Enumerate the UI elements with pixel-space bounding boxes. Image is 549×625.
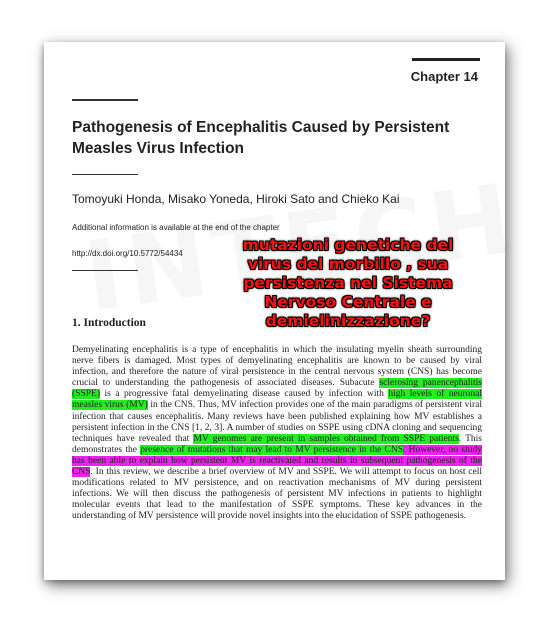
author-list: Tomoyuki Honda, Misako Yoneda, Hiroki Sato and Chieko Kai [72, 192, 400, 206]
highlighted-text-green: high levels of neuronal measles virus (MV) [72, 389, 482, 411]
highlighted-text-green: presence of mutations that may lead to MV persistence in the CNS [140, 444, 404, 455]
highlighted-text-magenta: . However, no study has been able to explain how persistent MV is reactivated and results in subsequent pathogenesis of the CNS [72, 444, 482, 478]
paragraph-text: in the CNS. Thus, MV infection provides one of the main paradigms of persistent viral infection that causes encephalitis. Many reviews have been published explaining how MV establishes a persistent infection in the CNS [1, 2, 3]. A number of studies on SSPE using cDNA cloning and sequencing techniques have revealed that [72, 400, 482, 444]
doi-link[interactable]: http://dx.doi.org/10.5772/54434 [72, 249, 183, 258]
chapter-label: Chapter 14 [410, 69, 478, 84]
title-rule-bottom [72, 174, 138, 175]
introduction-paragraph [72, 345, 482, 523]
paragraph-text: Demyelinating encephalitis is a type of encephalitis in which the insulating myelin sheath surrounding nerve fibers is damaged. Most types of demyelinating encephalitis are known to be caused by viral infection, and therefore the nature of viral persistence in the central nervous system (CNS) has become crucial to understanding the pathogenesis of associated diseases. Subacute [72, 345, 482, 389]
title-rule-top [72, 99, 138, 101]
article-title: Pathogenesis of Encephalitis Caused by Persistent Measles Virus Infection [72, 119, 450, 157]
chapter-rule [412, 58, 480, 61]
paragraph-text: . In this review, we describe a brief overview of MV and SSPE. We will attempt to focus on host cell modifications related to MV persistence, and on reactivation mechanisms of MV during persistent infections. We will then discuss the pathogenesis of persistent MV infections in patients to highlight molecular events that lead to the manifestation of SSPE symptoms. These key advances in the understanding of MV persistence will provide novel insights into the elucidation of SSPE pathogenesis. [72, 467, 482, 522]
highlighted-text-green: sclerosing panencephalitis (SSPE) [72, 378, 482, 400]
paragraph-text: . This demonstrates the [72, 433, 483, 455]
section-heading: 1. Introduction [72, 317, 146, 329]
meta-rule [72, 270, 138, 271]
highlighted-text-green: MV genomes are present in samples obtained from SSPE patients [193, 433, 459, 444]
additional-info-note: Additional information is available at the end of the chapter [72, 223, 280, 232]
paragraph-text: is a progressive fatal demyelinating disease caused by infection with [99, 389, 389, 400]
overlay-caption: mutazioni genetiche del virus del morbillo , sua persistenza nel Sistema Nervoso Centrale e demielinizzazione? [242, 236, 454, 330]
